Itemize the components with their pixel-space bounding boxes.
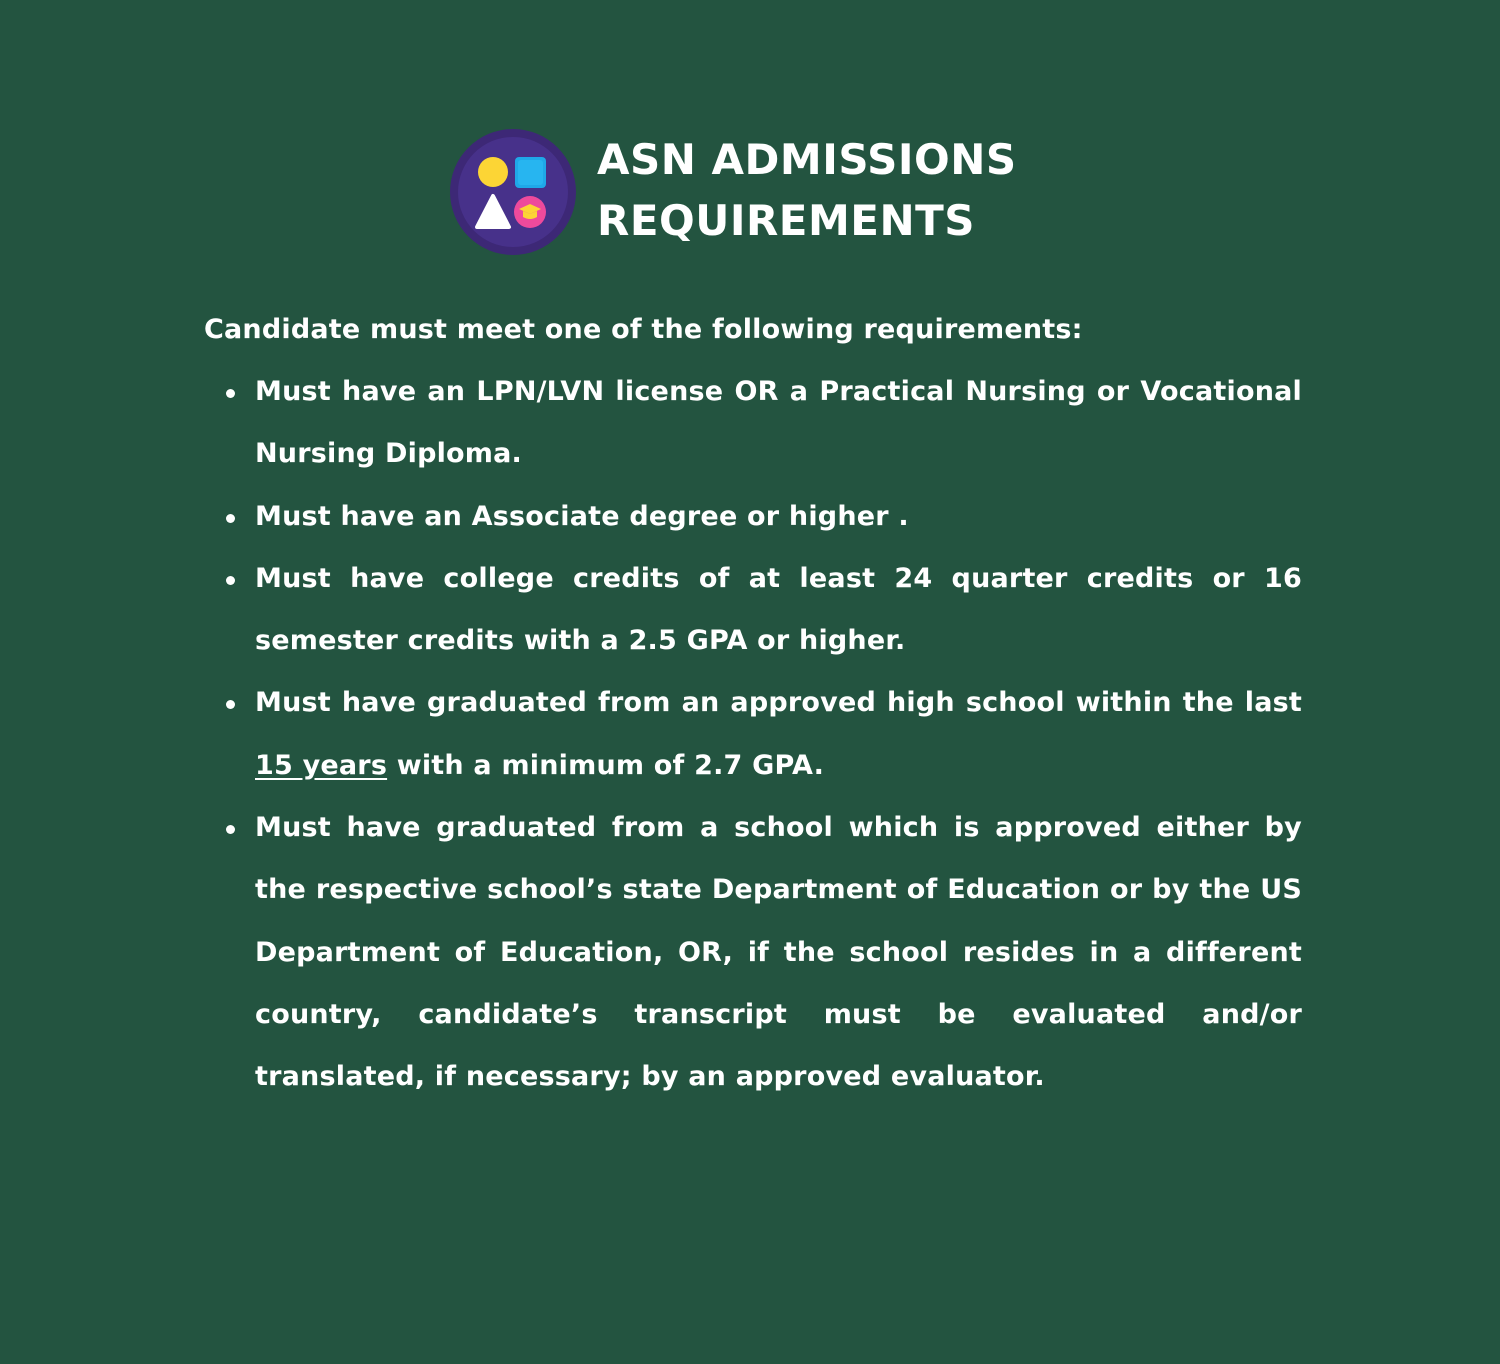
requirements-list (255, 361, 1302, 1109)
bullet-icon (226, 514, 235, 523)
bullet-icon (226, 389, 235, 398)
title-line-1: ASN ADMISSIONS (597, 135, 1017, 184)
underlined-years: 15 years (255, 749, 388, 781)
list-item (255, 361, 1302, 486)
requirement-text-end: with a minimum of 2.7 GPA. (387, 749, 825, 781)
requirement-text: Must have college credits of at least 24 quarter credits or 16 semester credits with a 2.5 GPA or higher. (255, 562, 1302, 657)
bullet-icon (226, 700, 235, 709)
bullet-icon (226, 576, 235, 585)
bullet-icon (226, 825, 235, 834)
header (449, 128, 1017, 256)
requirement-text: Must have graduated from a school which is approved either by the respective school’s state Department of Education or by the US Department of Education, OR, if the school resides in a different country, candidate’s transcript must be evaluated and/or translated, if necessary; by an approved evaluator. (255, 812, 1302, 1093)
requirement-text: Must have an Associate degree or higher . (255, 500, 909, 532)
list-item (255, 548, 1302, 673)
title-line-2: REQUIREMENTS (597, 196, 976, 245)
requirement-text: Must have an LPN/LVN license OR a Practical Nursing or Vocational Nursing Diploma. (255, 376, 1302, 470)
list-item (255, 797, 1302, 1108)
shapes-education-icon (449, 128, 577, 256)
page-title (597, 129, 1017, 251)
intro-text: Candidate must meet one of the following requirements: (204, 314, 1083, 345)
list-item (255, 486, 1302, 548)
requirement-text-start: Must have graduated from an approved high school within the last (255, 687, 1302, 719)
list-item (255, 672, 1302, 797)
